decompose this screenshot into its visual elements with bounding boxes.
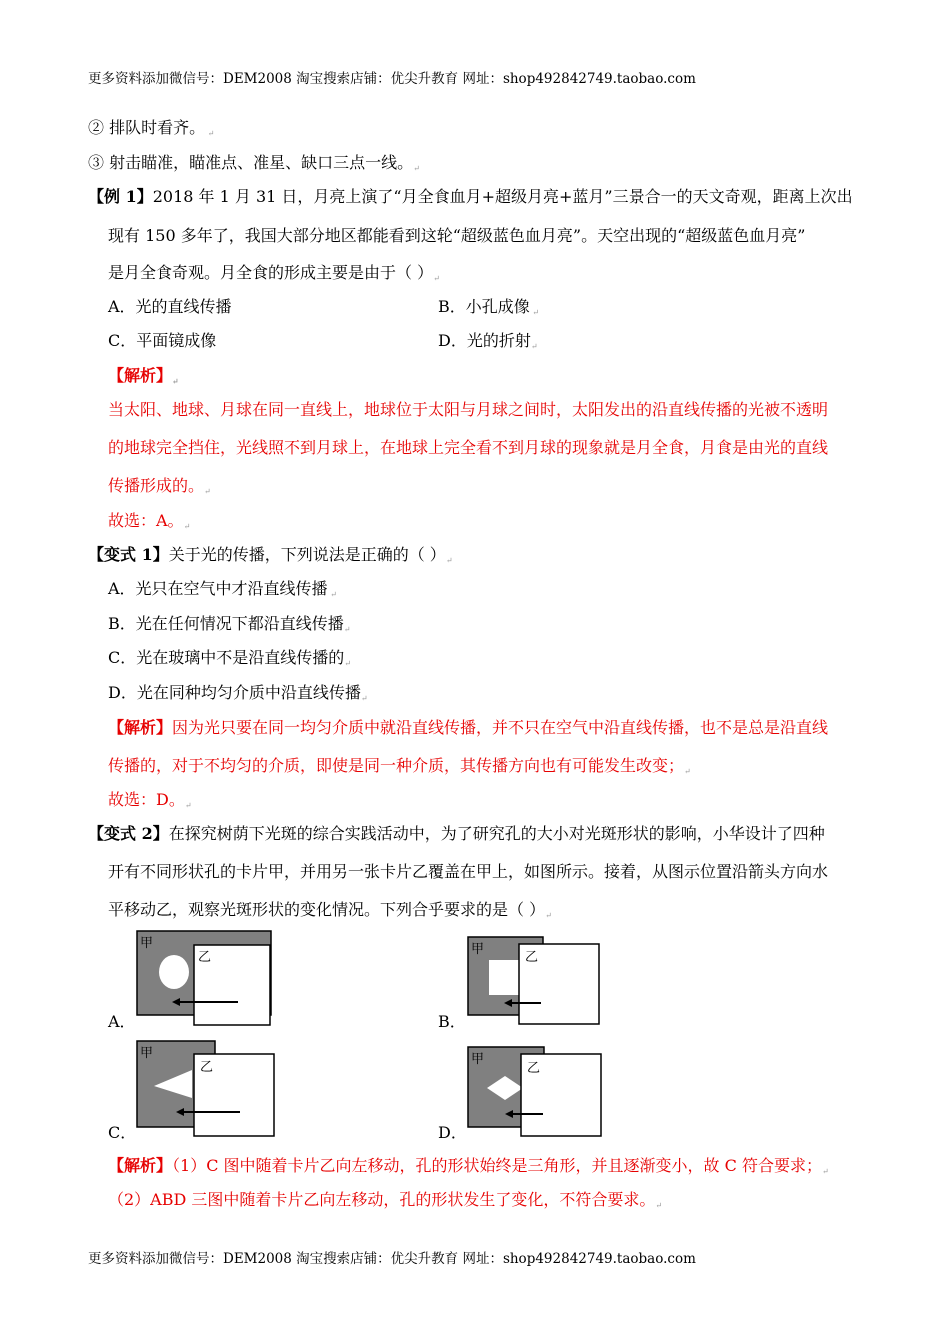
figure-d-diamond	[467, 1046, 605, 1142]
card-jia-label: 甲	[140, 1046, 154, 1061]
item-2: ② 排队时看齐。 ↵	[88, 118, 215, 138]
example1-line3: 是月全食奇观。月全食的形成主要是由于（ ）↵	[108, 263, 440, 283]
example1-option-d: D．光的折射↵	[438, 331, 538, 351]
variant1-option-d: D．光在同种均匀介质中沿直线传播↵	[108, 683, 368, 703]
hole-square	[489, 960, 520, 995]
page-header: 更多资料添加微信号：DEM2008 淘宝搜索店铺：优尖升教育 网址：shop492842749.taobao.com	[88, 71, 696, 87]
figure-label-d: D．	[438, 1123, 467, 1142]
variant2-analysis-1: 【解析】（1）C 图中随着卡片乙向左移动，孔的形状始终是三角形，并且逐渐变小，故 C 符合要求；↵	[108, 1156, 829, 1176]
variant1-analysis-2: 传播的，对于不均匀的介质，即使是同一种介质，其传播方向也有可能发生改变；↵	[108, 756, 691, 776]
example1-analysis-2: 的地球完全挡住，光线照不到月球上，在地球上完全看不到月球的现象就是月全食，月食是由光的直线	[108, 438, 829, 457]
variant1-answer: 故选：D。↵	[108, 790, 192, 810]
figure-label-b: B．	[438, 1012, 466, 1031]
figure-b-square	[467, 936, 603, 1028]
variant2-line1: 【变式 2】在探究树荫下光斑的综合实践活动中，为了研究孔的大小对光斑形状的影响，小华设计了四种	[88, 824, 825, 843]
hole-circle	[159, 955, 189, 989]
variant1-option-a: A．光只在空气中才沿直线传播 ↵	[108, 579, 337, 599]
card-yi-label: 乙	[527, 1061, 541, 1076]
card-jia-label: 甲	[471, 942, 485, 957]
example1-tag: 【例 1】	[88, 187, 153, 206]
variant1-analysis-tag: 【解析】	[108, 718, 173, 737]
page-footer: 更多资料添加微信号：DEM2008 淘宝搜索店铺：优尖升教育 网址：shop492842749.taobao.com	[88, 1251, 696, 1267]
variant1-tag: 【变式 1】	[88, 545, 169, 564]
item-3: ③ 射击瞄准，瞄准点、准星、缺口三点一线。↵	[88, 153, 420, 173]
figure-a-circle	[136, 930, 278, 1030]
example1-line2: 现有 150 多年了，我国大部分地区都能看到这轮“超级蓝色血月亮”。天空出现的“超级蓝色血月亮”	[108, 226, 806, 245]
example1-option-c: C．平面镜成像	[108, 331, 217, 350]
variant2-analysis-2: （2）ABD 三图中随着卡片乙向左移动，孔的形状发生了变化，不符合要求。↵	[108, 1190, 663, 1210]
card-yi-label: 乙	[198, 950, 212, 965]
figure-label-c: C．	[108, 1123, 137, 1142]
variant2-tag: 【变式 2】	[88, 824, 169, 843]
example1-line1: 【例 1】2018 年 1 月 31 日，月亮上演了“月全食血月+超级月亮+蓝月”三景合一的天文奇观，距离上次出	[88, 187, 853, 206]
variant1-analysis-1: 【解析】因为光只要在同一均匀介质中就沿直线传播，并不只在空气中沿直线传播，也不是总是沿直线	[108, 718, 829, 737]
card-jia-label: 甲	[471, 1052, 485, 1067]
variant2-line2: 开有不同形状孔的卡片甲，并用另一张卡片乙覆盖在甲上，如图所示。接着，从图示位置沿箭头方向水	[108, 862, 829, 881]
example1-option-b: B．小孔成像 ↵	[438, 297, 540, 317]
example1-option-a: A．光的直线传播	[108, 297, 232, 316]
variant2-analysis-tag: 【解析】	[108, 1156, 173, 1175]
variant1-option-b: B．光在任何情况下都沿直线传播↵	[108, 614, 351, 634]
variant1-question: 【变式 1】关于光的传播，下列说法是正确的（ ）↵	[88, 545, 453, 565]
example1-analysis-1: 当太阳、地球、月球在同一直线上，地球位于太阳与月球之间时，太阳发出的沿直线传播的光被不透明	[108, 400, 829, 419]
example1-analysis-tag: 【解析】↵	[108, 366, 179, 386]
card-yi-label: 乙	[525, 950, 539, 965]
variant2-line3: 平移动乙，观察光斑形状的变化情况。下列合乎要求的是（ ）↵	[108, 900, 552, 920]
variant1-option-c: C．光在玻璃中不是沿直线传播的↵	[108, 648, 351, 668]
example1-answer: 故选：A。↵	[108, 511, 191, 531]
card-yi-label: 乙	[200, 1060, 214, 1075]
figure-label-a: A．	[108, 1012, 136, 1031]
card-jia-label: 甲	[140, 936, 154, 951]
example1-analysis-3: 传播形成的。↵	[108, 476, 211, 496]
figure-c-triangle	[136, 1040, 278, 1140]
